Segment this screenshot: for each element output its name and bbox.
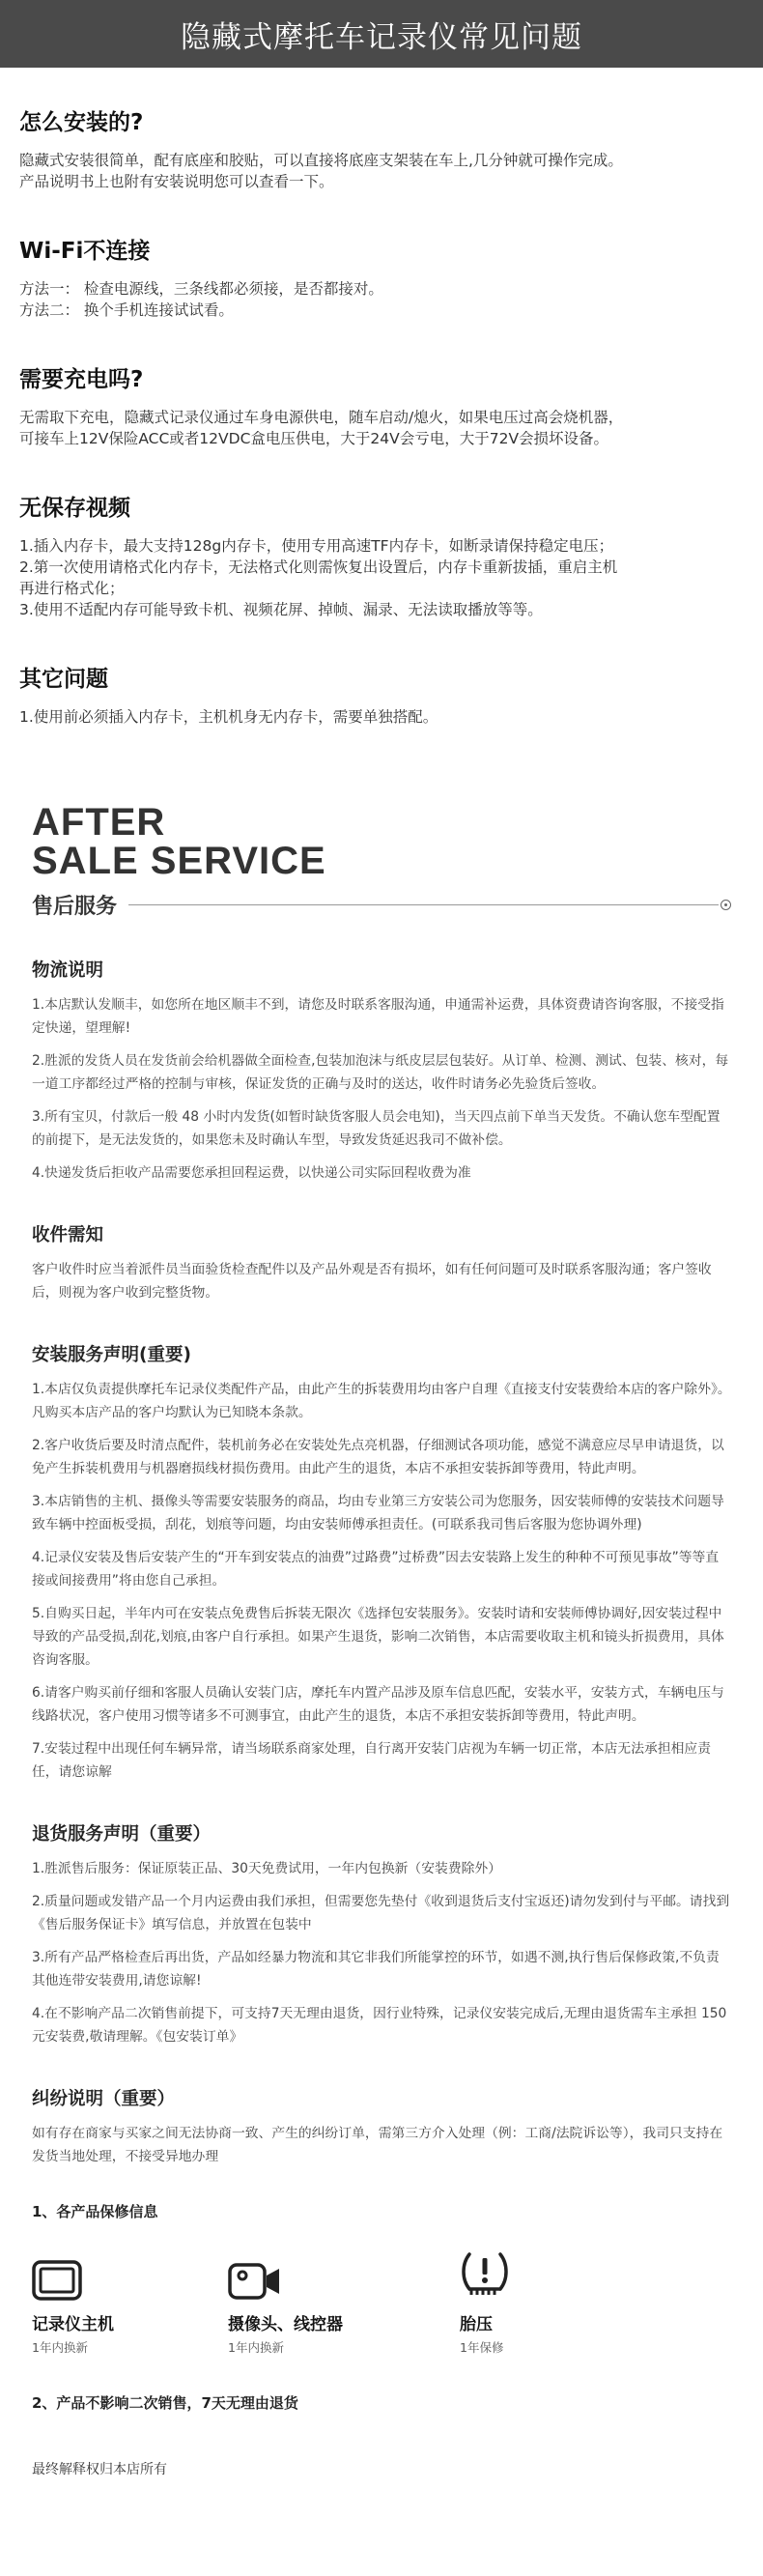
warranty-item-desc: 1年内换新 [32,2340,88,2355]
faq-answer-line: 再进行格式化； [19,580,125,597]
section-paragraph: 3.所有宝贝，付款后一般 48 小时内发货(如暂时缺货客服人员会电知)，当天四点前下单当天发货。不确认您车型配置的前提下，是无法发货的，如果您未及时确认车型，导致发货延迟我司不做补偿。 [32,1109,721,1148]
faq-item [19,104,744,192]
section-title: 物流说明 [32,960,104,981]
warranty-section [32,2201,731,2478]
warranty-items [32,2248,731,2356]
divider-line [128,904,719,905]
faq-question: 怎么安装的? [19,110,144,135]
return-policy-line: 2、产品不影响二次销售，7天无理由退货 [32,2394,298,2412]
section-title: 收件需知 [32,1225,104,1245]
faq-item [19,233,744,321]
faq-answer-line: 隐藏式安装很简单，配有底座和胶贴，可以直接将底座支架装在车上,几分钟就可操作完成。 [19,152,623,169]
dispute-section [32,2085,731,2168]
warranty-item-desc: 1年保修 [460,2340,504,2355]
section-title: 安装服务声明(重要) [32,1345,191,1365]
faq-item [19,490,744,620]
tablet-device-icon [32,2248,228,2301]
after-sale-title-line2: SALE SERVICE [32,840,326,882]
faq-question: Wi-Fi不连接 [19,239,151,264]
page-title: 隐藏式摩托车记录仪常见问题 [181,19,582,55]
after-sale-subtitle: 售后服务 [32,895,118,919]
faq-answer-line: 无需取下充电，隐藏式记录仪通过车身电源供电，随车启动/熄火，如果电压过高会烧机器， [19,409,624,426]
section-paragraph: 2.质量问题或发错产品一个月内运费由我们承担，但需要您先垫付《收到退货后支付宝返还)请勿发到付与平邮。请找到《售后服务保证卡》填写信息，并放置在包装中 [32,1894,730,1932]
logistics-section [32,957,731,1185]
return-service-section [32,1820,731,2048]
section-title: 退货服务声明（重要） [32,1824,212,1845]
warranty-item-name: 胎压 [460,2315,493,2334]
warranty-item [460,2248,656,2356]
faq-question: 需要充电吗? [19,367,144,392]
section-paragraph: 2.客户收货后要及时清点配件，装机前务必在安装处先点亮机器，仔细测试各项功能，感觉不满意应尽早申请退货，以免产生拆装机费用与机器磨损线材损伤费用。由此产生的退货，本店不承担安装拆卸等费用，特此声明。 [32,1438,724,1476]
after-sale-subtitle-row [32,890,731,920]
faq-question: 其它问题 [19,667,108,692]
after-sale-title-line1: AFTER [32,801,166,844]
faq-answer-line: 方法二： 换个手机连接试试看。 [19,301,234,319]
camera-icon [228,2248,460,2301]
faq-question: 无保存视频 [19,496,130,521]
warranty-item-name: 记录仪主机 [32,2315,114,2334]
tire-pressure-icon [460,2248,656,2301]
section-paragraph: 3.本店销售的主机、摄像头等需要安装服务的商品，均由专业第三方安装公司为您服务，因安装师傅的安装技术问题导致车辆中控面板受损，刮花，划痕等问题，均由安装师傅承担责任。(可联系我司售后客服为您协调外理) [32,1494,724,1532]
circle-dot-icon [721,900,731,910]
section-title: 纠纷说明（重要） [32,2089,176,2109]
section-paragraph: 如有存在商家与买家之间无法协商一致、产生的纠纷订单，需第三方介入处理（例：工商/法院诉讼等），我司只支持在发货当地处理，不接受异地办理 [32,2126,723,2164]
install-service-section [32,1341,731,1784]
faq-section [0,104,763,728]
section-paragraph: 4.在不影响产品二次销售前提下，可支持7天无理由退货，因行业特殊，记录仪安装完成后,无理由退货需车主承担 150 元安装费,敬请理解。《包安装订单》 [32,2006,727,2045]
warranty-heading: 1、各产品保修信息 [32,2203,158,2220]
page-title-bar [0,0,763,68]
section-paragraph: 3.所有产品严格检查后再出货，产品如经暴力物流和其它非我们所能掌控的环节，如遇不测,执行售后保修政策,不负责其他连带安装费用,请您谅解! [32,1950,720,1989]
section-paragraph: 1.本店默认发顺丰，如您所在地区顺丰不到，请您及时联系客服沟通，申通需补运费，具体资费请咨询客服，不接受指定快递，望理解! [32,997,724,1036]
section-paragraph: 5.自购买日起，半年内可在安装点免费售后拆装无限次《选择包安装服务》。安装时请和安装师傅协调好,因安装过程中导致的产品受损,刮花,划痕,由客户自行承担。如果产生退货，影响二次销售，本店需要收取主机和镜头折损费用，具体咨询客服。 [32,1606,724,1668]
faq-answer-line: 3.使用不适配内存可能导致卡机、视频花屏、掉帧、漏录、无法读取播放等等。 [19,601,543,618]
section-paragraph: 7.安装过程中出现任何车辆异常，请当场联系商家处理，自行离开安装门店视为车辆一切正常，本店无法承担相应责任，请您谅解 [32,1741,712,1780]
section-paragraph: 6.请客户购买前仔细和客服人员确认安装门店，摩托车内置产品涉及原车信息匹配，安装水平，安装方式，车辆电压与线路状况，客户使用习惯等诸多不可测事宜，由此产生的退货，本店不承担安装拆卸等费用，特此声明。 [32,1685,724,1724]
warranty-item-desc: 1年内换新 [228,2340,284,2355]
section-paragraph: 1.胜派售后服务：保证原装正品、30天免费试用，一年内包换新（安装费除外） [32,1861,502,1876]
faq-item [19,361,744,449]
section-paragraph: 4.快递发货后拒收产品需要您承担回程运费，以快递公司实际回程收费为准 [32,1165,471,1181]
faq-answer-line: 产品说明书上也附有安装说明您可以查看一下。 [19,173,334,190]
faq-answer-line: 方法一： 检查电源线，三条线都必须接，是否都接对。 [19,280,383,298]
warranty-item [32,2248,228,2356]
faq-answer-line: 1.使用前必须插入内存卡，主机机身无内存卡，需要单独搭配。 [19,708,438,726]
faq-answer-line: 可接车上12V保险ACC或者12VDC盒电压供电，大于24V会亏电，大于72V会损坏设备。 [19,430,609,447]
warranty-item [228,2248,460,2356]
warranty-item-name: 摄像头、线控器 [228,2315,343,2334]
section-paragraph: 1.本店仅负责提供摩托车记录仪类配件产品，由此产生的拆装费用均由客户自理《直接支付安装费给本店的客户除外》。凡购买本店产品的客户均默认为已知晓本条款。 [32,1382,731,1420]
section-paragraph: 2.胜派的发货人员在发货前会给机器做全面检查,包装加泡沫与纸皮层层包装好。从订单、检测、测试、包装、核对，每一道工序都经过严格的控制与审核，保证发货的正确与及时的送达，收件时请务必先验货后签收。 [32,1053,729,1092]
section-paragraph: 客户收件时应当着派件员当面验货检查配件以及产品外观是否有损坏，如有任何问题可及时联系客服沟通；客户签收后，则视为客户收到完整货物。 [32,1262,712,1301]
section-paragraph: 4.记录仪安装及售后安装产生的“开车到安装点的油费”过路费”过桥费”因去安装路上发生的种种不可预见事故”等等直接或间接费用”将由您自己承担。 [32,1550,720,1589]
faq-item [19,661,744,728]
faq-answer-line: 2.第一次使用请格式化内存卡，无法格式化则需恢复出设置后，内存卡重新拔插，重启主机 [19,558,618,576]
faq-answer-line: 1.插入内存卡，最大支持128g内存卡，使用专用高速TF内存卡，如断录请保持稳定电压； [19,537,614,555]
final-interpretation-note: 最终解释权归本店所有 [32,2462,167,2477]
after-sale-section [0,803,763,2478]
receipt-section [32,1221,731,1304]
